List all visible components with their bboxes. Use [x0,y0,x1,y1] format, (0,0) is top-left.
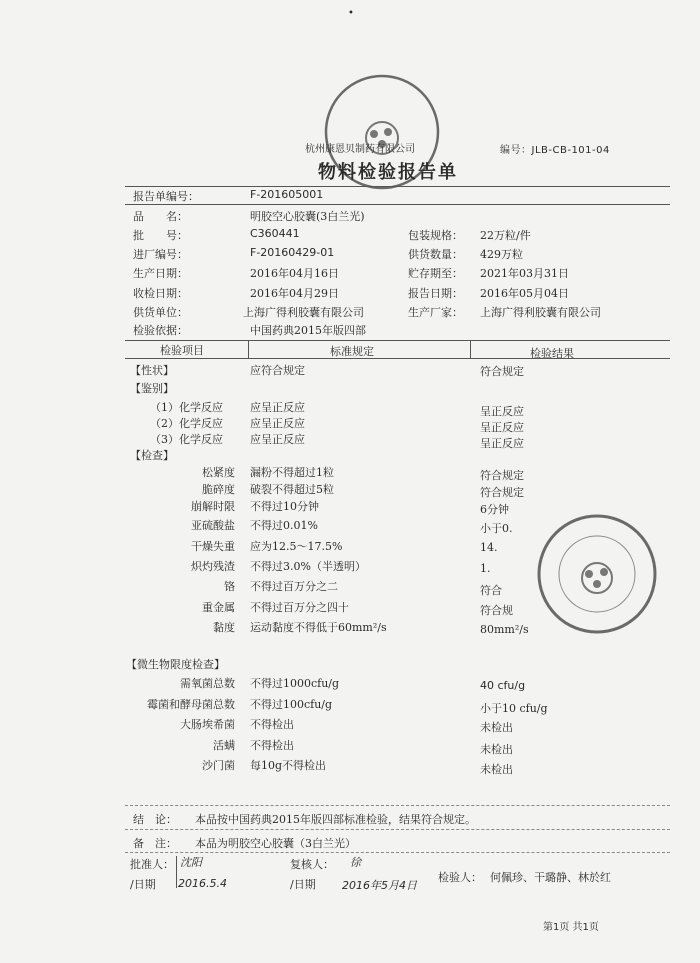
page-title: 物料检验报告单 [318,162,458,183]
col-header-result: 检验结果 [530,347,574,360]
row-standard: 应呈正反应 [250,401,305,414]
sample-date-value: 2016年04月29日 [250,287,339,300]
row-standard: 应为12.5～17.5% [250,540,343,553]
row-standard: 应符合规定 [250,364,305,377]
remark-label: 备 注： [133,837,177,850]
row-standard: 破裂不得超过5粒 [250,483,334,496]
company-seal-right [535,512,660,637]
conclusion-label: 结 论： [133,813,177,826]
row-result: 80mm²/s [480,623,529,636]
pack-spec-value: 22万粒/件 [480,229,531,242]
row-result: 符合规定 [480,486,524,499]
reviewer-label: 复核人： [290,858,334,871]
row-standard: 不得检出 [250,739,294,752]
row-result: 呈正反应 [480,437,524,450]
product-name-value: 明胶空心胶囊(3白兰光) [250,210,365,223]
row-item: 【性状】 [130,364,174,377]
row-standard: 漏粉不得超过1粒 [250,466,334,479]
mfg-date-value: 2016年04月16日 [250,267,339,280]
row-result: 14. [480,541,498,554]
row-result: 6分钟 [480,503,509,516]
reviewer-date-label: /日期 [290,878,316,891]
document-number: 编号：JLB-CB-101-04 [500,145,610,156]
maker-label: 生产厂家： [408,306,463,319]
report-no-label: 报告单编号： [133,190,199,203]
row-item: 需氧菌总数 [180,677,235,690]
row-result: 呈正反应 [480,421,524,434]
row-item: 活螨 [213,739,235,752]
row-standard: 不得检出 [250,718,294,731]
row-standard: 应呈正反应 [250,417,305,430]
row-section: 【微生物限度检查】 [126,658,225,671]
mfg-date-label: 生产日期： [133,267,188,280]
company-name: 杭州康恩贝制药有限公司 [305,144,415,155]
approver-signature: 沈阳 [180,856,202,869]
row-result: 40 cfu/g [480,679,526,692]
row-item: 脆碎度 [202,483,235,496]
row-standard: 不得过0.01% [250,519,318,532]
row-item: 崩解时限 [191,500,235,513]
row-result: 1. [480,562,491,575]
report-date-value: 2016年05月04日 [480,287,569,300]
row-result: 小于10 cfu/g [480,702,548,715]
storage-date-value: 2021年03月31日 [480,267,569,280]
row-result: 未检出 [480,721,513,734]
row-item: 铬 [224,580,235,593]
row-item: 黏度 [213,621,235,634]
supplier-label: 供货单位： [133,306,188,319]
report-no-value: F-201605001 [250,188,324,201]
row-section: 【鉴别】 [130,382,174,395]
page-number: 第1页 共1页 [543,922,599,933]
row-result: 符合规定 [480,365,524,378]
incoming-no-value: F-20160429-01 [250,246,335,259]
row-result: 符合规定 [480,469,524,482]
basis-value: 中国药典2015年版四部 [250,324,366,337]
row-standard: 不得过百万分之二 [250,580,338,593]
batch-label: 批 号： [133,229,188,242]
row-item: 大肠埃希菌 [180,718,235,731]
incoming-no-label: 进厂编号： [133,248,188,261]
row-item: （2）化学反应 [150,417,223,430]
row-standard: 不得过100cfu/g [250,698,333,711]
approver-label: 批准人： [130,858,174,871]
storage-date-label: 贮存期至： [408,267,463,280]
row-item: （3）化学反应 [150,433,223,446]
row-standard: 运动黏度不得低于60mm²/s [250,621,387,634]
conclusion-text: 本品按中国药典2015年版四部标准检验，结果符合规定。 [195,813,476,826]
row-item: 重金属 [202,601,235,614]
supply-qty-value: 429万粒 [480,248,523,261]
row-item: 炽灼残渣 [191,560,235,573]
row-standard: 不得过10分钟 [250,500,319,513]
row-item: 松紧度 [202,466,235,479]
remark-text: 本品为明胶空心胶囊（3白兰光） [195,837,356,850]
row-item: 沙门菌 [202,759,235,772]
row-standard: 不得过1000cfu/g [250,677,340,690]
reviewer-signed-date: 2016年5月4日 [342,879,417,892]
col-header-item: 检验项目 [160,344,204,357]
supply-qty-label: 供货数量： [408,248,463,261]
sample-date-label: 收检日期： [133,287,188,300]
pack-spec-label: 包装规格： [408,229,463,242]
maker-value: 上海广得利胶囊有限公司 [480,306,601,319]
basis-label: 检验依据： [133,324,188,337]
supplier-value: 上海广得利胶囊有限公司 [243,306,364,319]
row-standard: 不得过百万分之四十 [250,601,349,614]
top-mark: • [348,8,354,19]
row-result: 未检出 [480,763,513,776]
row-result: 未检出 [480,743,513,756]
approver-date-label: /日期 [130,878,156,891]
col-header-standard: 标准规定 [330,345,374,358]
inspector-label: 检验人： [438,871,482,884]
row-item: 霉菌和酵母菌总数 [147,698,235,711]
batch-value: C360441 [250,227,300,240]
row-item: 干燥失重 [191,540,235,553]
row-result: 小于0. [480,522,513,535]
row-result: 符合规 [480,604,513,617]
row-item: 亚硫酸盐 [191,519,235,532]
row-section: 【检查】 [130,449,174,462]
row-standard: 每10g不得检出 [250,759,327,772]
row-standard: 不得过3.0%（半透明） [250,560,366,573]
product-name-label: 品 名： [133,210,188,223]
inspector-names: 何佩珍、干璐静、林於红 [490,871,611,884]
row-item: （1）化学反应 [150,401,223,414]
approver-signed-date: 2016.5.4 [178,877,227,890]
row-result: 呈正反应 [480,405,524,418]
row-result: 符合 [480,584,502,597]
reviewer-signature: 徐 [350,856,361,869]
report-date-label: 报告日期： [408,287,463,300]
row-standard: 应呈正反应 [250,433,305,446]
